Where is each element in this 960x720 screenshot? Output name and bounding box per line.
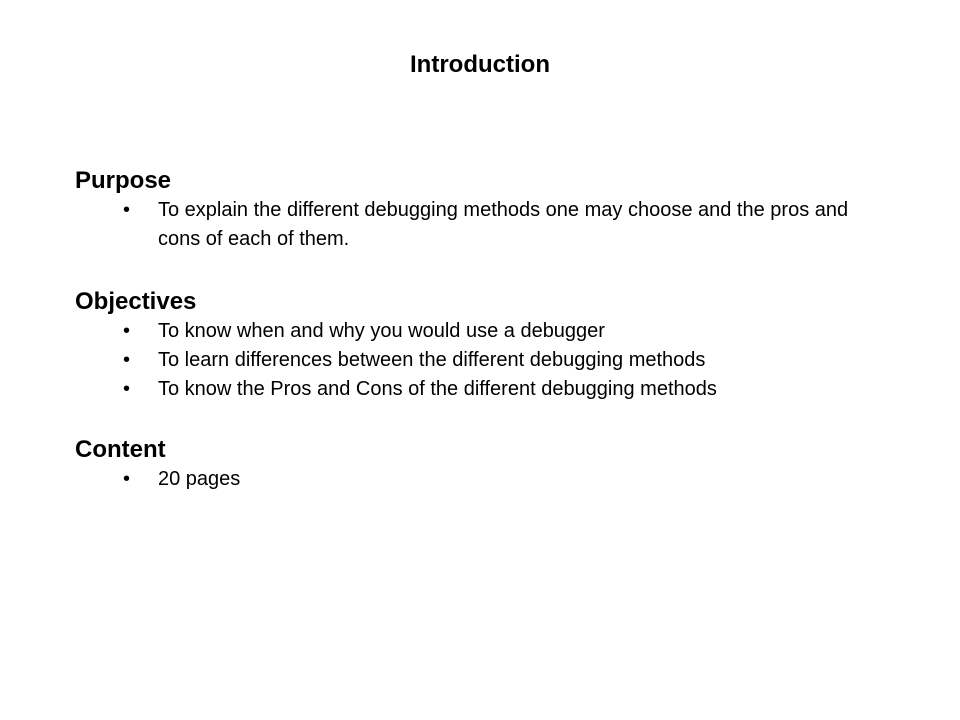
- bullet-icon: •: [123, 378, 131, 400]
- bullet-icon: •: [123, 349, 131, 371]
- purpose-bullet-list: [75, 196, 895, 254]
- objectives-bullet-text: To learn differences between the different debugging methods: [158, 349, 706, 371]
- objectives-bullet-text: To know when and why you would use a debugger: [158, 320, 605, 342]
- objectives-bullet-item: [75, 375, 895, 404]
- purpose-bullet-item: [75, 196, 895, 254]
- objectives-bullet-text: To know the Pros and Cons of the different debugging methods: [158, 378, 717, 400]
- objectives-section: [75, 287, 895, 404]
- objectives-bullet-list: [75, 317, 895, 404]
- objectives-bullet-item: [75, 317, 895, 346]
- objectives-bullet-item: [75, 346, 895, 375]
- content-section: [75, 435, 895, 494]
- bullet-icon: •: [123, 199, 131, 221]
- purpose-section: [75, 166, 895, 254]
- content-bullet-list: [75, 465, 895, 494]
- purpose-bullet-text: To explain the different debugging methods one may choose and the pros and cons of each of them.: [158, 199, 849, 250]
- bullet-icon: •: [123, 320, 131, 342]
- slide-title: Introduction: [410, 51, 550, 78]
- purpose-heading: Purpose: [75, 167, 172, 194]
- content-heading: Content: [75, 436, 166, 463]
- objectives-heading: Objectives: [75, 288, 197, 315]
- bullet-icon: •: [123, 468, 131, 490]
- content-bullet-item: [75, 465, 895, 494]
- content-bullet-text: 20 pages: [158, 468, 241, 490]
